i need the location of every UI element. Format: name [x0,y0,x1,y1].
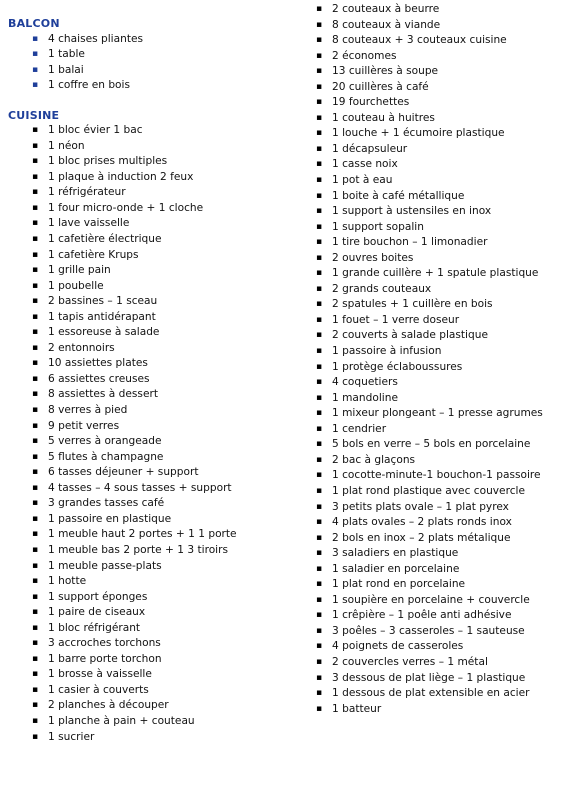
list-item-label: 1 dessous de plat extensible en acier [332,687,530,700]
list-item-label: 1 plaque à induction 2 feux [48,170,194,183]
bullet-icon: ▪ [32,420,39,431]
bullet-icon: ▪ [32,607,39,618]
list-item-label: 19 fourchettes [332,96,410,109]
list-item-label: 1 hotte [48,575,87,588]
list-item [310,406,565,422]
list-item-label: 2 planches à découper [48,699,169,712]
list-item [310,142,565,158]
list-item [310,624,565,640]
list-item [310,608,565,624]
bullet-icon: ▪ [316,548,323,559]
bullet-icon: ▪ [32,389,39,400]
list-item-label: 1 couteau à huitres [332,111,435,124]
bullet-icon: ▪ [316,408,323,419]
bullet-icon: ▪ [32,467,39,478]
list-item-label: 1 meuble bas 2 porte + 1 3 tiroirs [48,543,229,556]
bullet-icon: ▪ [316,112,323,123]
list-item [8,652,278,668]
list-item [310,220,565,236]
list-item [8,123,278,139]
list-item-label: 3 poêles – 3 casseroles – 1 sauteuse [332,624,525,637]
bullet-icon: ▪ [316,97,323,108]
bullet-icon: ▪ [32,731,39,742]
list-item-label: 1 tire bouchon – 1 limonadier [332,236,488,249]
list-item-label: 1 saladier en porcelaine [332,562,460,575]
bullet-icon: ▪ [316,299,323,310]
bullet-icon: ▪ [316,517,323,528]
bullet-icon: ▪ [32,64,39,75]
list-item-label: 1 brosse à vaisselle [48,668,152,681]
bullet-icon: ▪ [32,700,39,711]
list-item [8,201,278,217]
section-title-balcon: BALCON [8,17,60,30]
list-item [8,78,278,94]
list-item [310,189,565,205]
list-item-label: 1 paire de ciseaux [48,606,146,619]
bullet-icon: ▪ [316,19,323,30]
list-item [310,204,565,220]
bullet-icon: ▪ [316,190,323,201]
list-item [310,515,565,531]
list-item-label: 1 tapis antidérapant [48,310,156,323]
list-item-label: 4 tasses – 4 sous tasses + support [48,481,232,494]
list-item [310,297,565,313]
bullet-icon: ▪ [316,283,323,294]
list-item [310,468,565,484]
list-item [8,698,278,714]
list-item-label: 1 pot à eau [332,174,393,187]
list-item [8,714,278,730]
bullet-icon: ▪ [32,125,39,136]
bullet-icon: ▪ [316,346,323,357]
list-item-label: 4 coquetiers [332,376,398,389]
list-item-label: 2 bols en inox – 2 plats métalique [332,531,511,544]
list-item [8,154,278,170]
bullet-icon: ▪ [32,405,39,416]
list-item-label: 3 grandes tasses café [48,497,165,510]
list-item [310,655,565,671]
list-item-label: 1 louche + 1 écumoire plastique [332,127,505,140]
list-item [8,279,278,295]
bullet-icon: ▪ [32,653,39,664]
list-item-label: 9 petit verres [48,419,120,432]
bullet-icon: ▪ [316,563,323,574]
list-item [310,639,565,655]
cuisine-list-continued [310,2,565,717]
bullet-icon: ▪ [316,625,323,636]
list-item-label: 1 grille pain [48,264,111,277]
bullet-icon: ▪ [316,128,323,139]
list-item [8,356,278,372]
list-item [8,434,278,450]
bullet-icon: ▪ [316,143,323,154]
list-item [310,360,565,376]
bullet-icon: ▪ [316,237,323,248]
list-item-label: 1 cafetière Krups [48,248,139,261]
list-item-label: 3 petits plats ovale – 1 plat pyrex [332,500,509,513]
bullet-icon: ▪ [32,80,39,91]
list-item [310,266,565,282]
list-item [8,481,278,497]
list-item [8,574,278,590]
bullet-icon: ▪ [316,175,323,186]
bullet-icon: ▪ [32,498,39,509]
bullet-icon: ▪ [316,688,323,699]
list-item [8,294,278,310]
bullet-icon: ▪ [316,159,323,170]
list-item-label: 1 meuble haut 2 portes + 1 1 porte [48,528,237,541]
list-item-label: 1 support à ustensiles en inox [332,205,492,218]
bullet-icon: ▪ [316,454,323,465]
balcon-list [8,32,278,94]
list-item-label: 1 cendrier [332,422,387,435]
list-item-label: 5 bols en verre – 5 bols en porcelaine [332,438,531,451]
list-item-label: 1 batteur [332,702,382,715]
bullet-icon: ▪ [32,529,39,540]
list-item-label: 1 soupière en porcelaine + couvercle [332,593,530,606]
bullet-icon: ▪ [316,66,323,77]
list-item-label: 1 casier à couverts [48,683,149,696]
list-item-label: 1 grande cuillère + 1 spatule plastique [332,267,539,280]
list-item [310,484,565,500]
list-item [8,559,278,575]
bullet-icon: ▪ [32,715,39,726]
list-item-label: 1 four micro-onde + 1 cloche [48,201,204,214]
list-item-label: 1 cocotte-minute-1 bouchon-1 passoire [332,469,541,482]
bullet-icon: ▪ [316,470,323,481]
bullet-icon: ▪ [32,373,39,384]
list-item-label: 8 verres à pied [48,404,128,417]
list-item [8,683,278,699]
list-item [8,341,278,357]
list-item [310,157,565,173]
list-item [310,422,565,438]
list-item [310,593,565,609]
list-item-label: 5 verres à orangeade [48,435,162,448]
bullet-icon: ▪ [32,234,39,245]
list-item-label: 2 bassines – 1 sceau [48,295,158,308]
list-item-label: 13 cuillères à soupe [332,65,439,78]
list-item-label: 1 bloc prises multiples [48,155,168,168]
list-item [310,251,565,267]
list-item [8,32,278,48]
list-item [8,263,278,279]
list-item [8,372,278,388]
list-item [310,18,565,34]
list-item-label: 1 lave vaisselle [48,217,130,230]
left-column [8,16,278,745]
list-item-label: 1 fouet – 1 verre doseur [332,313,460,326]
list-item-label: 4 poignets de casseroles [332,640,464,653]
list-item-label: 10 assiettes plates [48,357,148,370]
bullet-icon: ▪ [316,361,323,372]
list-item-label: 1 passoire en plastique [48,512,172,525]
bullet-icon: ▪ [32,140,39,151]
bullet-icon: ▪ [32,171,39,182]
bullet-icon: ▪ [316,392,323,403]
list-item-label: 3 accroches torchons [48,637,161,650]
bullet-icon: ▪ [316,594,323,605]
bullet-icon: ▪ [32,187,39,198]
bullet-icon: ▪ [316,81,323,92]
bullet-icon: ▪ [32,280,39,291]
list-item-label: 1 casse noix [332,158,398,171]
bullet-icon: ▪ [316,221,323,232]
cuisine-list [8,123,278,745]
bullet-icon: ▪ [316,206,323,217]
bullet-icon: ▪ [316,4,323,14]
list-item-label: 8 couteaux à viande [332,18,441,31]
list-item-label: 1 table [48,48,85,61]
bullet-icon: ▪ [316,330,323,341]
bullet-icon: ▪ [32,202,39,213]
list-item [310,49,565,65]
list-item [8,170,278,186]
list-item [8,310,278,326]
list-item-label: 2 couteaux à beurre [332,3,440,15]
bullet-icon: ▪ [32,576,39,587]
list-item [8,636,278,652]
list-item-label: 3 dessous de plat liège – 1 plastique [332,671,526,684]
bullet-icon: ▪ [32,218,39,229]
list-item [8,185,278,201]
list-item-label: 8 couteaux + 3 couteaux cuisine [332,34,507,47]
bullet-icon: ▪ [32,327,39,338]
list-item [8,667,278,683]
list-item [8,47,278,63]
list-item [8,248,278,264]
list-item [310,282,565,298]
bullet-icon: ▪ [32,249,39,260]
bullet-icon: ▪ [32,544,39,555]
list-item-label: 3 saladiers en plastique [332,547,459,560]
list-item-label: 6 assiettes creuses [48,372,150,385]
list-item [310,437,565,453]
list-item-label: 1 plat rond plastique avec couvercle [332,484,525,497]
list-item [310,328,565,344]
list-item-label: 1 barre porte torchon [48,652,162,665]
list-item [310,111,565,127]
bullet-icon: ▪ [32,622,39,633]
right-column [310,2,565,717]
list-item [310,686,565,702]
list-item [8,325,278,341]
list-item [310,33,565,49]
list-item-label: 1 essoreuse à salade [48,326,160,339]
list-item [8,730,278,746]
bullet-icon: ▪ [32,358,39,369]
list-item-label: 5 flutes à champagne [48,450,164,463]
list-item-label: 4 chaises pliantes [48,32,144,45]
list-item-label: 1 support éponges [48,590,148,603]
section-cuisine [8,108,278,745]
list-item [310,577,565,593]
list-item-label: 2 grands couteaux [332,282,432,295]
list-item [310,313,565,329]
list-item [310,702,565,718]
list-item-label: 1 néon [48,139,85,152]
list-item-label: 1 sucrier [48,730,95,743]
list-item-label: 1 plat rond en porcelaine [332,578,466,591]
bullet-icon: ▪ [32,311,39,322]
list-item [8,139,278,155]
list-item-label: 1 meuble passe-plats [48,559,162,572]
list-item [8,496,278,512]
list-item [8,512,278,528]
bullet-icon: ▪ [32,482,39,493]
bullet-icon: ▪ [32,451,39,462]
list-item-label: 1 protège éclaboussures [332,360,463,373]
list-item [310,375,565,391]
list-item [8,621,278,637]
list-item [310,531,565,547]
bullet-icon: ▪ [316,423,323,434]
list-item [310,546,565,562]
list-item [310,235,565,251]
bullet-icon: ▪ [316,439,323,450]
list-item [310,95,565,111]
list-item [310,2,565,18]
list-item [310,500,565,516]
list-item-label: 2 bac à glaçons [332,453,416,466]
list-item [8,216,278,232]
list-item-label: 20 cuillères à café [332,80,429,93]
list-item [310,562,565,578]
bullet-icon: ▪ [32,49,39,60]
bullet-icon: ▪ [32,436,39,447]
bullet-icon: ▪ [316,377,323,388]
list-item [310,453,565,469]
bullet-icon: ▪ [316,314,323,325]
list-item [8,387,278,403]
list-item-label: 4 plats ovales – 2 plats ronds inox [332,516,512,529]
section-balcon [8,16,278,94]
list-item [310,344,565,360]
list-item [310,391,565,407]
list-item-label: 8 assiettes à dessert [48,388,158,401]
list-item [310,64,565,80]
list-item-label: 1 crêpière – 1 poêle anti adhésive [332,609,512,622]
list-item-label: 1 poubelle [48,279,104,292]
list-item [8,527,278,543]
list-item [8,590,278,606]
list-item [8,605,278,621]
section-title-cuisine: CUISINE [8,108,60,122]
list-item [8,543,278,559]
list-item-label: 1 boite à café métallique [332,189,465,202]
bullet-icon: ▪ [316,485,323,496]
list-item-label: 2 spatules + 1 cuillère en bois [332,298,493,311]
list-item-label: 1 mixeur plongeant – 1 presse agrumes [332,407,543,420]
bullet-icon: ▪ [316,579,323,590]
list-item-label: 1 réfrigérateur [48,186,126,199]
bullet-icon: ▪ [32,591,39,602]
list-item-label: 1 bloc évier 1 bac [48,124,143,137]
list-item [310,173,565,189]
list-item [310,80,565,96]
bullet-icon: ▪ [32,342,39,353]
bullet-icon: ▪ [32,684,39,695]
list-item-label: 1 cafetière électrique [48,233,162,246]
bullet-icon: ▪ [316,656,323,667]
list-item-label: 1 mandoline [332,391,398,404]
bullet-icon: ▪ [316,50,323,61]
bullet-icon: ▪ [32,560,39,571]
bullet-icon: ▪ [32,296,39,307]
bullet-icon: ▪ [316,268,323,279]
list-item [8,232,278,248]
bullet-icon: ▪ [316,641,323,652]
list-item-label: 2 ouvres boites [332,251,414,264]
list-item [8,450,278,466]
list-item [8,419,278,435]
bullet-icon: ▪ [316,703,323,714]
list-item-label: 1 coffre en bois [48,79,130,92]
list-item [310,126,565,142]
list-item [8,403,278,419]
bullet-icon: ▪ [32,156,39,167]
bullet-icon: ▪ [316,35,323,46]
bullet-icon: ▪ [316,501,323,512]
list-item-label: 2 entonnoirs [48,341,115,354]
bullet-icon: ▪ [316,610,323,621]
list-item [8,465,278,481]
bullet-icon: ▪ [316,532,323,543]
list-item-label: 1 balai [48,63,84,76]
bullet-icon: ▪ [316,672,323,683]
bullet-icon: ▪ [32,638,39,649]
bullet-icon: ▪ [32,33,39,44]
list-item-label: 1 bloc réfrigérant [48,621,141,634]
bullet-icon: ▪ [32,669,39,680]
list-item [8,63,278,79]
list-item-label: 1 planche à pain + couteau [48,714,195,727]
list-item-label: 1 décapsuleur [332,142,408,155]
list-item-label: 2 économes [332,49,397,62]
list-item-label: 1 support sopalin [332,220,424,233]
list-item-label: 1 passoire à infusion [332,345,442,358]
bullet-icon: ▪ [32,265,39,276]
bullet-icon: ▪ [316,252,323,263]
list-item [310,671,565,687]
list-item-label: 2 couvercles verres – 1 métal [332,655,488,668]
bullet-icon: ▪ [32,513,39,524]
list-item-label: 2 couverts à salade plastique [332,329,488,342]
list-item-label: 6 tasses déjeuner + support [48,466,199,479]
